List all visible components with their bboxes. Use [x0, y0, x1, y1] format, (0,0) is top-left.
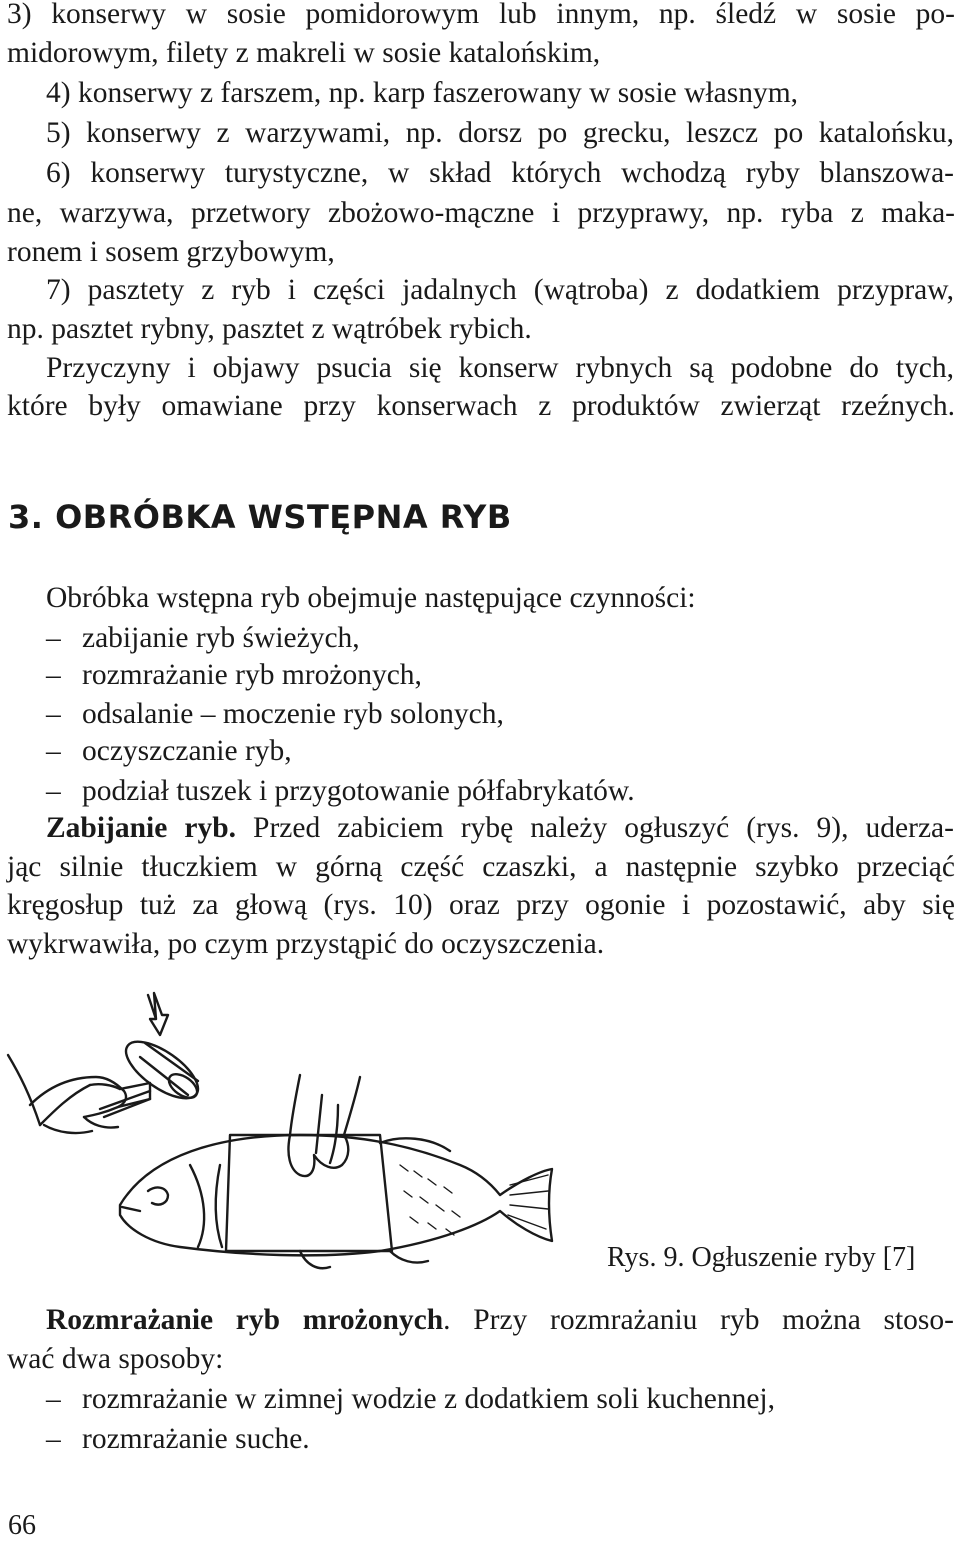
- list-item: [46, 1419, 960, 1459]
- list-item-text: rozmrażanie suche.: [82, 1423, 310, 1455]
- text-line: 7) pasztety z ryb i części jadalnych (wątroba) z dodatkiem przypraw,: [46, 274, 954, 306]
- run-in-heading: Zabijanie ryb.: [46, 812, 236, 844]
- text-line: 5) konserwy z warzywami, np. dorsz po grecku, leszcz po katalońsku,: [46, 117, 954, 149]
- paragraph-line: kręgosłup tuż za głową (rys. 10) oraz przy ogonie i pozostawić, aby się: [7, 889, 955, 921]
- paragraph-line: wykrwawiła, po czym przystąpić do oczyszczenia.: [7, 928, 605, 960]
- list-item: [46, 655, 960, 695]
- dash: –: [46, 659, 61, 691]
- list-item-text: rozmrażanie ryb mrożonych,: [82, 659, 422, 691]
- dash: –: [46, 622, 61, 654]
- text-line: Przyczyny i objawy psucia się konserw rybnych są podobne do tych,: [46, 352, 954, 384]
- intro-text: Obróbka wstępna ryb obejmuje następujące czynności:: [46, 582, 696, 614]
- paragraph-text: . Przy rozmrażaniu ryb można stoso-: [443, 1304, 954, 1336]
- text-line: ne, warzywa, przetwory zbożowo-mączne i przyprawy, np. ryba z maka-: [7, 197, 955, 229]
- dash: –: [46, 698, 61, 730]
- dash: –: [46, 735, 61, 767]
- text-line: ronem i sosem grzybowym,: [7, 236, 335, 268]
- list-item-text: podział tuszek i przygotowanie półfabrykatów.: [82, 775, 635, 807]
- figure-caption: Rys. 9. Ogłuszenie ryby [7]: [607, 1242, 916, 1273]
- text-line: 6) konserwy turystyczne, w skład których wchodzą ryby blanszowa-: [46, 157, 954, 189]
- list-item: [46, 694, 960, 734]
- list-item: [46, 1379, 960, 1419]
- section-heading: 3. OBRÓBKA WSTĘPNA RYB: [8, 498, 512, 536]
- dash: –: [46, 775, 61, 807]
- right-hand: [288, 1075, 360, 1176]
- list-item-text: rozmrażanie w zimnej wodzie z dodatkiem soli kuchennej,: [82, 1383, 775, 1415]
- text-line: midorowym, filety z makreli w sosie katalońskim,: [7, 37, 601, 69]
- list-item: [46, 618, 960, 658]
- list-item-text: odsalanie – moczenie ryb solonych,: [82, 698, 504, 730]
- paragraph-line: [46, 808, 954, 848]
- paragraph-line: jąc silnie tłuczkiem w górną część czaszki, a następnie szybko przeciąć: [7, 851, 955, 883]
- text-line: które były omawiane przy konserwach z produktów zwierząt rzeźnych.: [7, 390, 955, 422]
- fish-stunning-illustration: [0, 985, 600, 1285]
- fish-body: [120, 1135, 552, 1255]
- list-item-text: zabijanie ryb świeżych,: [82, 622, 360, 654]
- list-item-text: oczyszczanie ryb,: [82, 735, 292, 767]
- text-line: 4) konserwy z farszem, np. karp faszerowany w sosie własnym,: [46, 77, 799, 109]
- run-in-heading: Rozmrażanie ryb mrożonych: [46, 1304, 444, 1336]
- list-item: [46, 771, 960, 811]
- list-item: [46, 731, 960, 771]
- paragraph-line: [46, 1300, 954, 1340]
- text-line: 3) konserwy w sosie pomidorowym lub innym, np. śledź w sosie po-: [7, 0, 955, 30]
- page-number: 66: [8, 1510, 36, 1541]
- paragraph-line: wać dwa sposoby:: [7, 1343, 224, 1375]
- arrow-icon: [148, 993, 168, 1035]
- paragraph-text: Przed zabiciem rybę należy ogłuszyć (rys. 9), uderza-: [235, 812, 954, 844]
- text-line: np. pasztet rybny, pasztet z wątróbek rybich.: [7, 313, 532, 345]
- dash: –: [46, 1383, 61, 1415]
- sleeve: [8, 1055, 40, 1125]
- dash: –: [46, 1423, 61, 1455]
